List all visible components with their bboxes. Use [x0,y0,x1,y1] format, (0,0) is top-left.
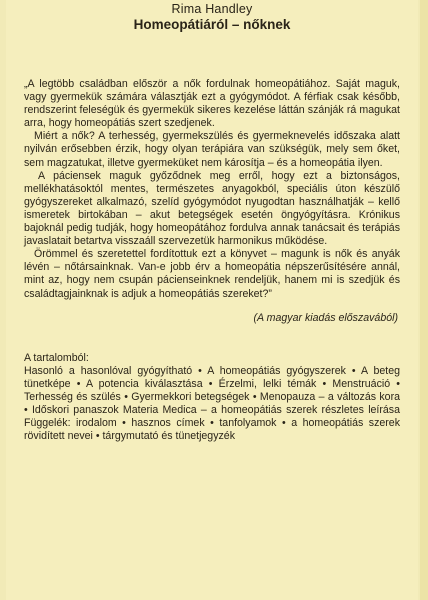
book-title: Homeopátiáról – nőknek [133,17,291,32]
page-edge [420,0,428,600]
blurb-source: (A magyar kiadás előszavából) [253,311,398,324]
contents-heading: A tartalomból: [24,351,89,364]
blurb-paragraph: „A legtöbb családban először a nők fordulnak homeopátiához. Saját maguk, vagy gyermekük számára választják ezt a gyógymódot. A férfiak csak később, rendszerint feleségük és gyermekük sikeres kezelése láttán szánják rá magukat arra, hogy homeopátiás szert szedjenek. [24,78,400,130]
blurb-text [24,78,400,301]
blurb-paragraph: Miért a nők? A terhesség, gyermekszülés és gyermeknevelés időszaka alatt nyilván erősebben érzik, hogy olyan terápiára van szükségük, mely sem őket, sem magzatukat, illetve gyermeküket nem károsítja – és a homeopátia ilyen. [24,130,400,169]
blurb-paragraph: A páciensek maguk győződnek meg erről, hogy ezt a biztonságos, mellékhatásoktól mentes, természetes anyagokból, speciális úton készülő gyógyszereket alkalmazó, szelíd gyógymódot nyugodtan használhatják – kellő ismeretek birtokában – akut betegségek esetén öngyógyításra. Krónikus bajoknál pedig tudják, hogy homeopátához fordulva annak tanácsait és terápiás javaslatait betartva visszaáll szervezetük harmonikus működése. [24,169,400,248]
author-name: Rima Handley [171,2,253,16]
blurb-paragraph: Örömmel és szeretettel fordítottuk ezt a könyvet – magunk is nők és anyák lévén – nőtársainknak. Van-e jobb érv a homeopátia népszerűsítésére annál, mint az, hogy nem csupán pácienseinknek rendeljük, hanem mi is szedjük és családtagjainknak is adjuk a homeopátiás szereket?” [24,248,400,300]
contents-section [24,352,400,444]
back-cover [6,0,418,600]
contents-list: Hasonló a hasonlóval gyógyítható • A homeopátiás gyógyszerek • A beteg tünetképe • A potencia kiválasztása • Érzelmi, lelki témák • Menstruáció • Terhesség és szülés • Gyermekkori betegségek • Menopauza – a változás kora • Időskori panaszok Materia Medica – a homeopátiás szerek részletes leírása Függelék: irodalom • hasznos címek • tanfolyamok • a homeopátiás szerek rövidített nevei • tárgymutató és tünetjegyzék [24,364,400,443]
